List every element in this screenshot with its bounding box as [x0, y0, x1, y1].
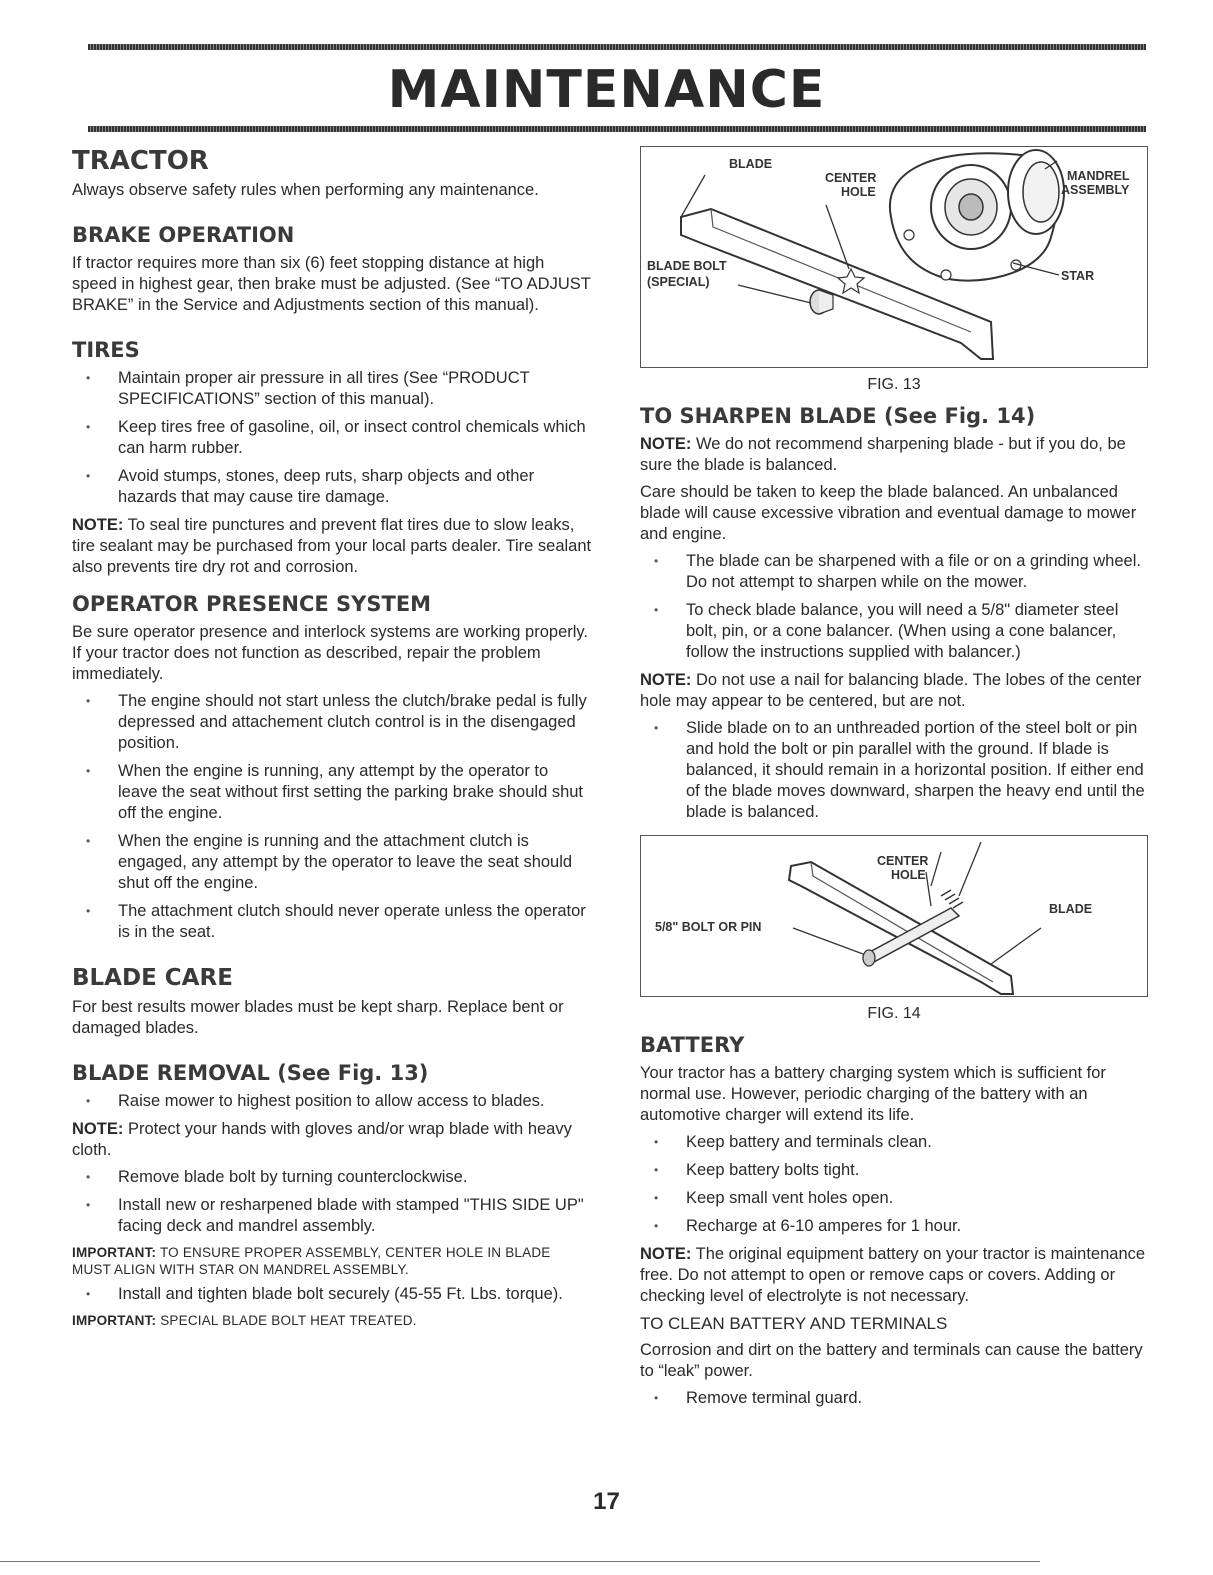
list-item: • Keep battery and terminals clean. — [640, 1132, 1148, 1153]
blade-removal-note — [72, 1119, 592, 1161]
blade-removal-heading: BLADE REMOVAL (See Fig. 13) — [72, 1061, 429, 1085]
blade-removal-list-3 — [72, 1284, 592, 1305]
note-label: NOTE: — [640, 1245, 692, 1263]
ops-intro: Be sure operator presence and interlock systems are working properly. If your tractor does not function as described, repair the problem immediately. — [72, 623, 589, 683]
important-text: TO ENSURE PROPER ASSEMBLY, CENTER HOLE IN BLADE MUST ALIGN WITH STAR ON MANDREL ASSEMBLY. — [72, 1245, 551, 1277]
note-text: We do not recommend sharpening blade - but if you do, be sure the blade is balanced. — [640, 435, 1126, 474]
note-text: To seal tire punctures and prevent flat tires due to slow leaks, tire sealant may be purchased from your local parts dealer. Tire sealant also prevents tire dry rot and corrosion. — [72, 516, 592, 576]
clean-battery-heading: TO CLEAN BATTERY AND TERMINALS — [640, 1314, 948, 1333]
list-item: • Install new or resharpened blade with stamped "THIS SIDE UP" facing deck and mandrel assembly. — [72, 1195, 592, 1237]
list-item: • The attachment clutch should never operate unless the operator is in the seat. — [72, 901, 592, 943]
list-item: • Raise mower to highest position to allow access to blades. — [72, 1091, 592, 1112]
note-text: Do not use a nail for balancing blade. The lobes of the center hole may appear to be centered, but are not. — [640, 671, 1142, 710]
sharpen-list-2 — [640, 718, 1148, 823]
figure-14 — [640, 835, 1148, 997]
battery-text: Your tractor has a battery charging system which is sufficient for normal use. However, periodic charging of the battery with an automotive charger will extend its life. — [640, 1064, 1106, 1124]
blade-removal-list-2 — [72, 1167, 592, 1237]
important-label: IMPORTANT: — [72, 1313, 157, 1328]
fig13-label-blade: BLADE — [729, 157, 773, 171]
list-item: • When the engine is running and the attachment clutch is engaged, any attempt by the operator to leave the seat should shut off the engine. — [72, 831, 592, 894]
tractor-heading: TRACTOR — [72, 146, 209, 176]
battery-note — [640, 1244, 1148, 1307]
fig13-label-special: (SPECIAL) — [647, 275, 710, 289]
ops-list — [72, 691, 592, 943]
important-text: SPECIAL BLADE BOLT HEAT TREATED. — [160, 1313, 417, 1328]
battery-heading: BATTERY — [640, 1033, 745, 1057]
page-number: 17 — [593, 1488, 620, 1515]
list-item: • When the engine is running, any attempt by the operator to leave the seat without first setting the parking brake should shut off the engine. — [72, 761, 592, 824]
fig13-label-assembly: ASSEMBLY — [1061, 183, 1130, 197]
list-item: • Remove blade bolt by turning counterclockwise. — [72, 1167, 592, 1188]
list-item: • Keep tires free of gasoline, oil, or insect control chemicals which can harm rubber. — [72, 417, 592, 459]
note-label: NOTE: — [640, 435, 692, 453]
important-label: IMPORTANT: — [72, 1245, 157, 1260]
tires-heading: TIRES — [72, 338, 140, 362]
blade-care-text: For best results mower blades must be kept sharp. Replace bent or damaged blades. — [72, 998, 564, 1037]
page-title: MAINTENANCE — [387, 60, 826, 120]
fig14-label-center: CENTER — [877, 854, 929, 868]
fig13-label-center: CENTER — [825, 171, 877, 185]
fig14-label-hole: HOLE — [891, 868, 926, 882]
tires-note — [72, 515, 592, 578]
fig13-label-star: STAR — [1061, 269, 1095, 283]
fig13-caption: FIG. 13 — [867, 376, 921, 393]
footer-rule — [0, 1561, 1040, 1562]
list-item: • To check blade balance, you will need a 5/8" diameter steel bolt, pin, or a cone balancer. (When using a cone balancer, follow the instructions supplied with balancer.) — [640, 600, 1148, 663]
list-item: • The engine should not start unless the clutch/brake pedal is fully depressed and attachement clutch control is in the disengaged position. — [72, 691, 592, 754]
list-item: • Install and tighten blade bolt securely (45-55 Ft. Lbs. torque). — [72, 1284, 592, 1305]
tires-list — [72, 368, 592, 508]
fig14-label-bolt: 5/8" BOLT OR PIN — [655, 920, 762, 934]
right-column — [640, 146, 1148, 1416]
ops-heading: OPERATOR PRESENCE SYSTEM — [72, 592, 432, 616]
sharpen-text: Care should be taken to keep the blade balanced. An unbalanced blade will cause excessive vibration and eventual damage to mower and engine. — [640, 483, 1137, 543]
list-item: • Slide blade on to an unthreaded portion of the steel bolt or pin and hold the bolt or pin parallel with the ground. If blade is balanced, it should remain in a horizontal position. If either end of the blade moves downward, sharpen the heavy end until the blade is balanced. — [640, 718, 1148, 823]
list-item: • Keep battery bolts tight. — [640, 1160, 1148, 1181]
brake-text: If tractor requires more than six (6) feet stopping distance at high speed in highest gear, then brake must be adjusted. (See “TO ADJUST BRAKE” in the Service and Adjustments section of this manual). — [72, 254, 591, 314]
list-item: • Avoid stumps, stones, deep ruts, sharp objects and other hazards that may cause tire damage. — [72, 466, 592, 508]
sharpen-note-1 — [640, 434, 1148, 476]
fig14-label-blade: BLADE — [1049, 902, 1093, 916]
sharpen-list-1 — [640, 551, 1148, 663]
note-text: The original equipment battery on your tractor is maintenance free. Do not attempt to open or remove caps or covers. Adding or checking level of electrolyte is not necessary. — [640, 1245, 1146, 1305]
clean-battery-list — [640, 1388, 1148, 1409]
fig13-label-mandrel: MANDREL — [1067, 169, 1130, 183]
list-item: • Remove terminal guard. — [640, 1388, 1148, 1409]
tractor-intro: Always observe safety rules when performing any maintenance. — [72, 181, 539, 199]
blade-removal-list-1 — [72, 1091, 592, 1112]
fig13-label-hole: HOLE — [841, 185, 876, 199]
clean-battery-text: Corrosion and dirt on the battery and terminals can cause the battery to “leak” power. — [640, 1341, 1143, 1380]
list-item: • Recharge at 6-10 amperes for 1 hour. — [640, 1216, 1148, 1237]
blade-care-heading: BLADE CARE — [72, 965, 233, 991]
note-label: NOTE: — [72, 516, 124, 534]
list-item: • The blade can be sharpened with a file or on a grinding wheel. Do not attempt to sharpen while on the mower. — [640, 551, 1148, 593]
sharpen-heading: TO SHARPEN BLADE (See Fig. 14) — [640, 404, 1036, 428]
note-label: NOTE: — [72, 1120, 124, 1138]
figure-13 — [640, 146, 1148, 368]
header-rule-bottom — [88, 126, 1146, 132]
header-rule-top — [88, 44, 1146, 50]
list-item: • Keep small vent holes open. — [640, 1188, 1148, 1209]
sharpen-note-2 — [640, 670, 1148, 712]
battery-list — [640, 1132, 1148, 1237]
note-label: NOTE: — [640, 671, 692, 689]
brake-heading: BRAKE OPERATION — [72, 223, 295, 247]
left-column — [72, 146, 592, 1335]
important-note-2 — [72, 1312, 592, 1329]
fig14-caption: FIG. 14 — [867, 1005, 921, 1022]
fig13-label-blade-bolt: BLADE BOLT — [647, 259, 727, 273]
important-note-1 — [72, 1244, 592, 1278]
list-item: • Maintain proper air pressure in all tires (See “PRODUCT SPECIFICATIONS” section of this manual). — [72, 368, 592, 410]
note-text: Protect your hands with gloves and/or wrap blade with heavy cloth. — [72, 1120, 572, 1159]
